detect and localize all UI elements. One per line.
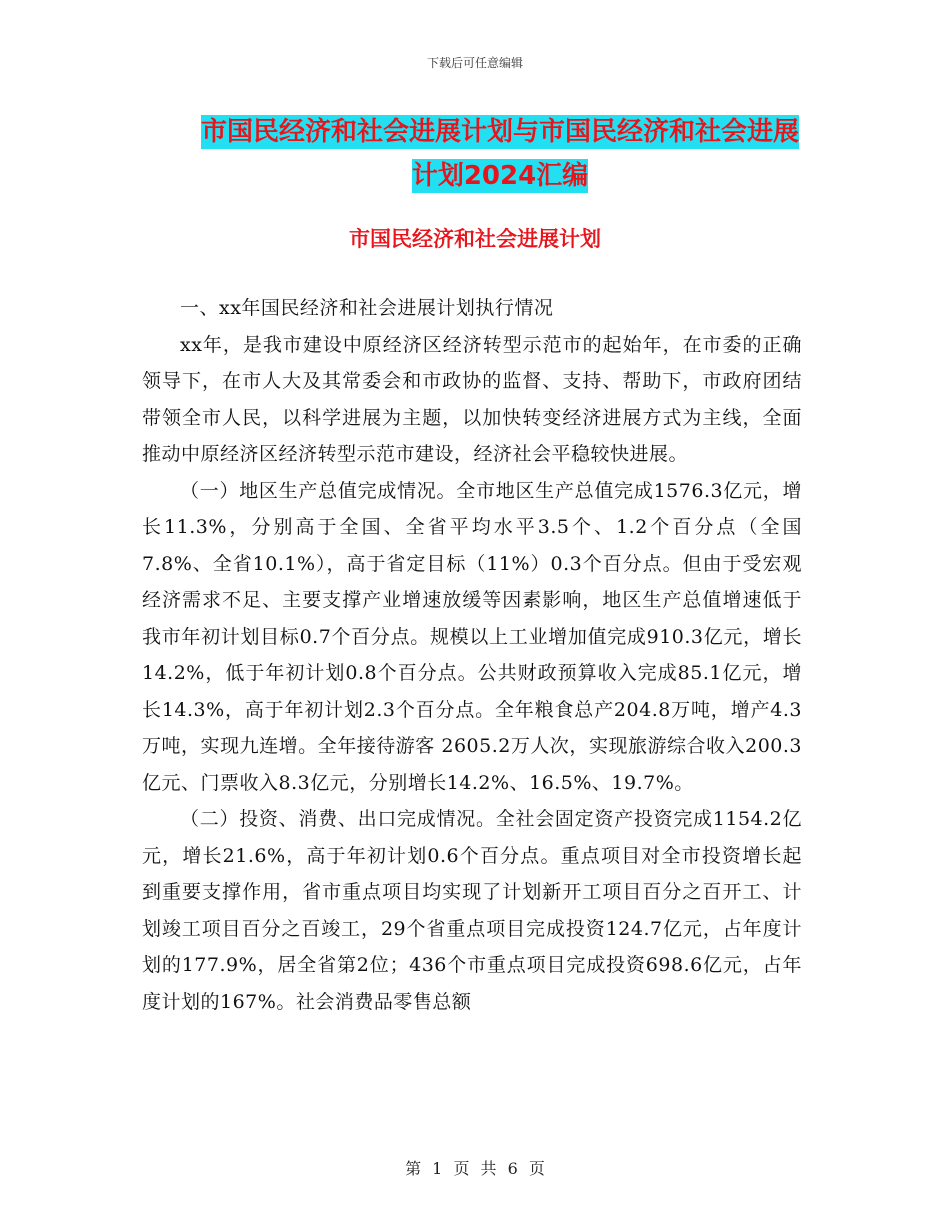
header-note: 下载后可任意编辑 — [426, 56, 523, 70]
paragraph: （二）投资、消费、出口完成情况。全社会固定资产投资完成1154.2亿元，增长21.6%，高于年初计划0.6个百分点。重点项目对全市投资增长起到重要支撑作用，省市重点项目均实现了计划新开工项目百分之百开工、计划竣工项目百分之百竣工，29个省重点项目完成投资124.7亿元，占年度计划的177.9%，居全省第2位；436个市重点项目完成投资698.6亿元，占年度计划的167%。社会消费品零售总额 — [142, 808, 802, 1013]
document-title-line-1: 市国民经济和社会进展计划与市国民经济和社会进展 — [200, 117, 799, 147]
paragraph-heading: 一、xx年国民经济和社会进展计划执行情况 — [180, 297, 554, 319]
section-title: 市国民经济和社会进展计划 — [349, 227, 601, 251]
paragraph: （一）地区生产总值完成情况。全市地区生产总值完成1576.3亿元，增长11.3%，分别高于全国、全省平均水平3.5个、1.2个百分点（全国7.8%、全省10.1%），高于省定目标（11%）0.3个百分点。但由于受宏观经济需求不足、主要支撑产业增速放缓等因素影响，地区生产总值增速低于我市年初计划目标0.7个百分点。规模以上工业增加值完成910.3亿元，增长14.2%，低于年初计划0.8个百分点。公共财政预算收入完成85.1亿元，增长14.3%，高于年初计划2.3个百分点。全年粮食总产204.8万吨，增产4.3万吨，实现九连增。全年接待游客 2605.2万人次，实现旅游综合收入200.3亿元、门票收入8.3亿元，分别增长14.2%、16.5%、19.7%。 — [142, 479, 802, 794]
paragraph: xx年，是我市建设中原经济区经济转型示范市的起始年，在市委的正确领导下，在市人大及其常委会和市政协的监督、支持、帮助下，市政府团结带领全市人民，以科学进展为主题，以加快转变经济进展方式为主线，全面推动中原经济区经济转型示范市建设，经济社会平稳较快进展。 — [142, 333, 802, 465]
document-title — [140, 110, 860, 198]
document-body — [142, 290, 802, 1020]
document-title-line-2: 计划2024汇编 — [411, 161, 589, 191]
page-footer: 第 1 页 共 6 页 — [405, 1159, 545, 1178]
